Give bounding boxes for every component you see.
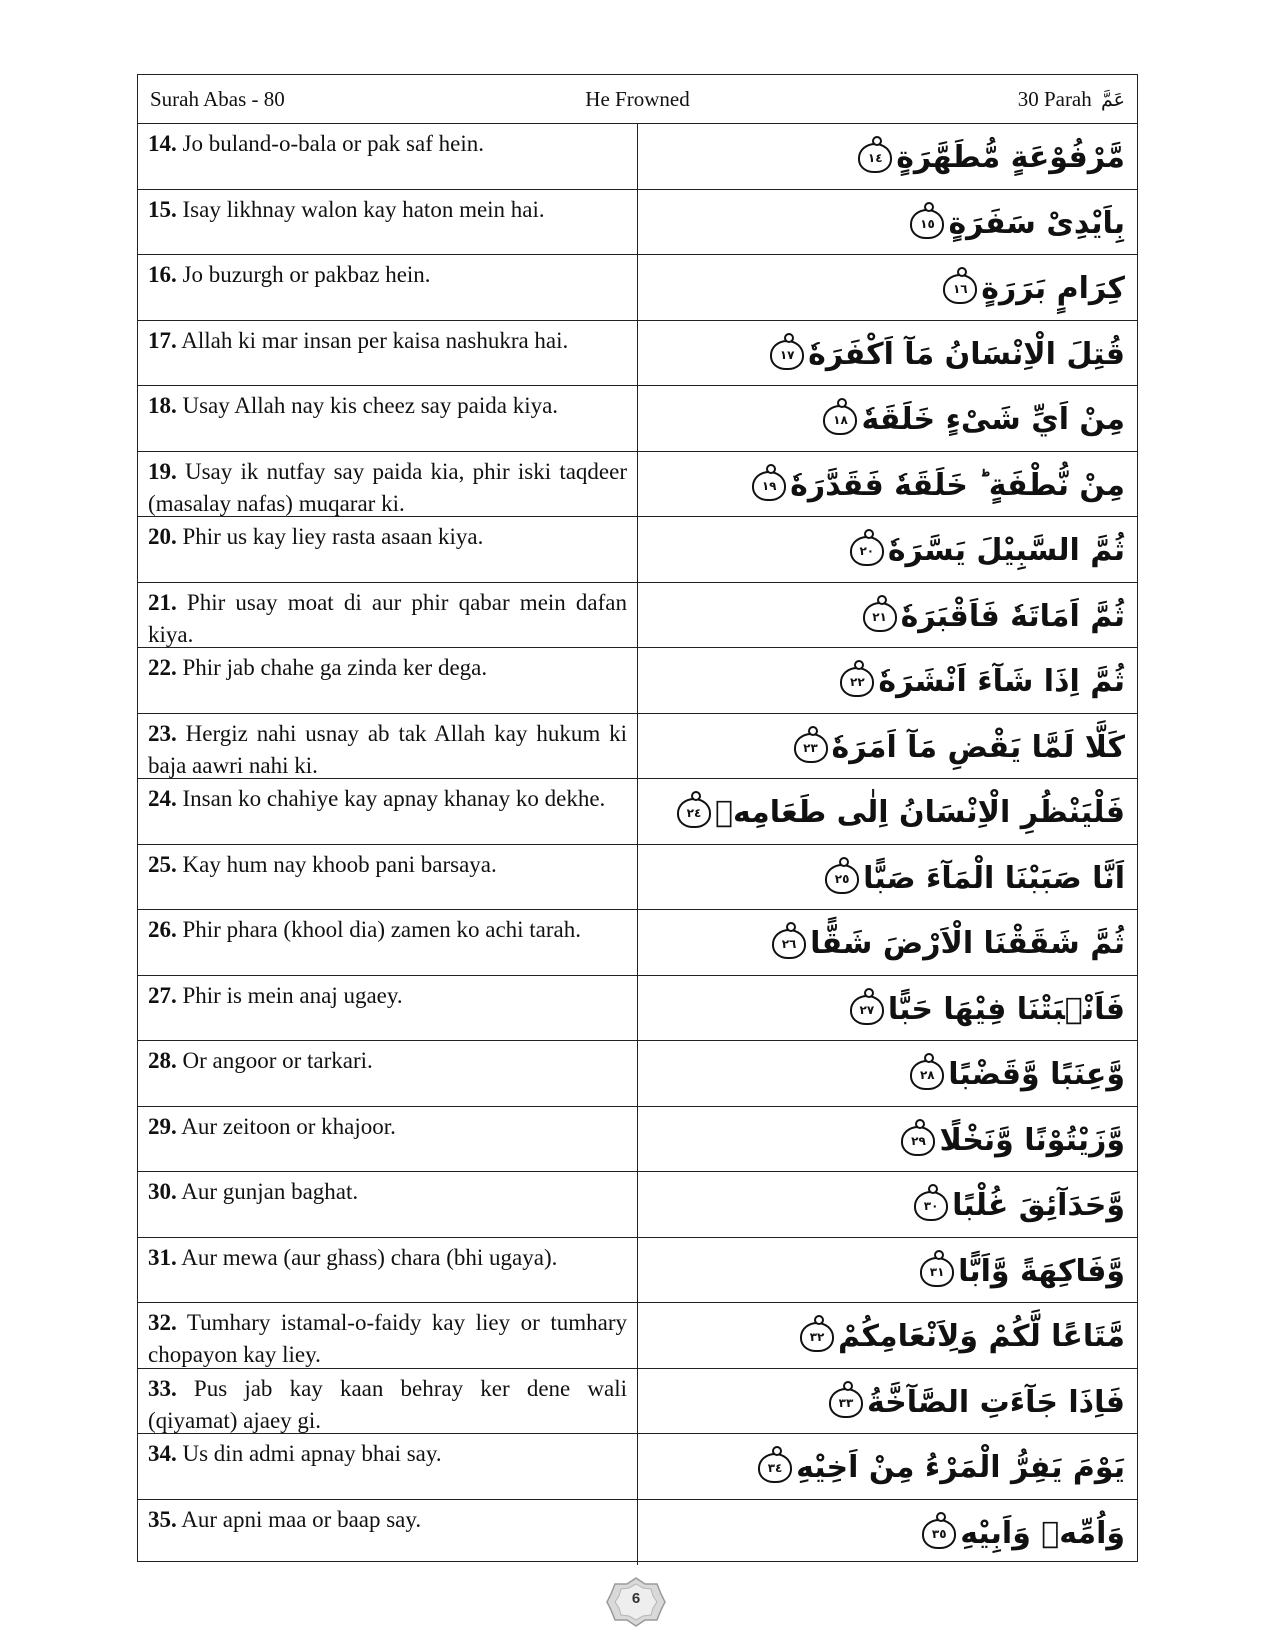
arabic-verse — [752, 466, 1125, 506]
arabic-cell — [638, 517, 1137, 582]
ayah-end-icon: ١٦ — [943, 274, 977, 304]
arabic-cell — [638, 190, 1137, 255]
table-row — [138, 845, 1137, 911]
arabic-verse-text: بِاَيْدِىْ سَفَرَةٍ — [948, 205, 1125, 241]
translation-text: Usay ik nutfay say paida kia, phir iski taqdeer (masalay nafas) muqarar ki. — [148, 458, 628, 516]
parah-text: 30 Parah — [1017, 87, 1092, 111]
translation-cell — [138, 1500, 638, 1566]
ayah-end-icon: ١٤ — [858, 143, 892, 173]
arabic-verse-text: مَّرْفُوْعَةٍ مُّطَهَّرَةٍ — [896, 140, 1125, 175]
verse-number: 19. — [148, 458, 177, 484]
table-row — [138, 321, 1137, 387]
ayah-end-icon: ١٧ — [770, 340, 804, 370]
translation-cell — [138, 190, 638, 255]
translation-text: Usay Allah nay kis cheez say paida kiya. — [182, 393, 559, 418]
page-table — [137, 74, 1138, 1562]
verse-number: 33. — [148, 1375, 177, 1401]
translation-cell — [138, 910, 638, 975]
translation-cell — [138, 1107, 638, 1172]
verse-number: 24. — [148, 786, 177, 811]
table-row — [138, 714, 1137, 780]
ayah-end-icon: ٢٥ — [825, 864, 859, 894]
arabic-cell — [638, 452, 1137, 517]
arabic-verse-text: مِنْ نُّطْفَةٍ ؕ خَلَقَهٗ فَقَدَّرَهٗ — [790, 467, 1125, 503]
table-row — [138, 452, 1137, 518]
table-row — [138, 648, 1137, 714]
verse-number: 28. — [148, 1048, 177, 1073]
arabic-verse — [800, 1317, 1125, 1357]
ayah-end-icon: ١٩ — [752, 471, 786, 501]
arabic-verse — [840, 662, 1125, 702]
ayah-end-icon: ٢٧ — [850, 995, 884, 1025]
arabic-cell — [638, 1303, 1137, 1368]
arabic-verse-text: كَلَّا لَمَّا يَقْضِ مَآ اَمَرَهٗ — [831, 729, 1125, 765]
verse-number: 20. — [148, 524, 177, 549]
translation-cell — [138, 1041, 638, 1106]
arabic-verse-text: فَلْيَنْظُرِ الْاِنْسَانُ اِلٰى طَعَامِهٖ — [714, 795, 1125, 830]
arabic-verse — [825, 859, 1125, 899]
arabic-verse-text: يَوْمَ يَفِرُّ الْمَرْءُ مِنْ اَخِيْهِ — [796, 1450, 1125, 1485]
translation-cell — [138, 779, 638, 844]
arabic-cell — [638, 1500, 1137, 1566]
translation-cell — [138, 452, 638, 517]
table-row — [138, 124, 1137, 190]
arabic-verse — [770, 335, 1125, 375]
arabic-verse-text: فَاَنْۢبَتْنَا فِيْهَا حَبًّا — [887, 991, 1125, 1027]
arabic-verse-text: وَّفَاكِهَةً وَّاَبًّا — [958, 1253, 1125, 1289]
translation-cell — [138, 1369, 638, 1434]
table-row — [138, 1500, 1137, 1566]
arabic-cell — [638, 321, 1137, 386]
arabic-verse-text: ثُمَّ شَقَقْنَا الْاَرْضَ شَقًّا — [810, 926, 1125, 961]
ayah-end-icon: ٣٤ — [758, 1453, 792, 1483]
verse-number: 29. — [148, 1113, 177, 1139]
translation-text: Aur gunjan baghat. — [181, 1179, 359, 1204]
translation-cell — [138, 517, 638, 582]
arabic-verse — [794, 728, 1126, 768]
arabic-verse-text: مِنْ اَيِّ شَىْءٍ خَلَقَهٗ — [861, 402, 1125, 437]
verse-number: 17. — [148, 327, 177, 353]
translation-cell — [138, 1238, 638, 1303]
surah-meaning: He Frowned — [585, 87, 690, 111]
arabic-cell — [638, 255, 1137, 320]
verse-number: 34. — [148, 1441, 177, 1466]
ayah-end-icon: ٣٣ — [829, 1388, 863, 1418]
arabic-cell — [638, 976, 1137, 1041]
translation-text: Aur mewa (aur ghass) chara (bhi ugaya). — [181, 1244, 558, 1270]
arabic-verse — [858, 138, 1125, 178]
translation-cell — [138, 1303, 638, 1368]
table-row — [138, 910, 1137, 976]
arabic-verse-text: وَاُمِّهٖ وَاَبِيْهِ — [960, 1515, 1125, 1551]
translation-text: Isay likhnay walon kay haton mein hai. — [182, 196, 545, 222]
verse-number: 15. — [148, 196, 177, 222]
verse-number: 27. — [148, 982, 177, 1008]
arabic-verse-text: فَاِذَا جَآءَتِ الصَّآخَّةُ — [866, 1384, 1125, 1420]
translation-text: Jo buzurgh or pakbaz hein. — [182, 262, 431, 287]
arabic-verse — [772, 924, 1125, 964]
arabic-cell — [638, 1107, 1137, 1172]
table-row — [138, 386, 1137, 452]
translation-text: Us din admi apnay bhai say. — [182, 1441, 442, 1466]
ayah-end-icon: ٢٤ — [677, 798, 711, 828]
arabic-verse — [850, 531, 1125, 571]
arabic-verse-text: كِرَامٍ بَرَرَةٍ — [981, 271, 1125, 306]
arabic-verse-text: وَّزَيْتُوْنًا وَّنَخْلًا — [939, 1122, 1125, 1158]
translation-text: Insan ko chahiye kay apnay khanay ko dekhe. — [182, 786, 606, 811]
arabic-cell — [638, 845, 1137, 910]
arabic-cell — [638, 386, 1137, 451]
parah-label — [1018, 87, 1125, 112]
arabic-cell — [638, 1369, 1137, 1434]
translation-cell — [138, 386, 638, 451]
arabic-cell — [638, 1172, 1137, 1237]
translation-text: Aur zeitoon or khajoor. — [181, 1113, 396, 1139]
arabic-verse-text: اَنَّا صَبَبْنَا الْمَآءَ صَبًّا — [863, 860, 1125, 896]
arabic-verse — [914, 1186, 1125, 1226]
verse-number: 31. — [148, 1244, 177, 1270]
translation-text: Phir jab chahe ga zinda ker dega. — [182, 655, 488, 680]
ayah-end-icon: ٢٦ — [772, 929, 806, 959]
arabic-cell — [638, 1041, 1137, 1106]
arabic-verse — [829, 1383, 1125, 1423]
arabic-verse-text: وَّعِنَبًا وَّقَضْبًا — [948, 1057, 1125, 1092]
verse-number: 32. — [148, 1310, 177, 1335]
arabic-cell — [638, 648, 1137, 713]
arabic-cell — [638, 1238, 1137, 1303]
table-row — [138, 583, 1137, 649]
table-row — [138, 779, 1137, 845]
arabic-verse-text: قُتِلَ الْاِنْسَانُ مَآ اَكْفَرَهٗ — [808, 336, 1125, 372]
table-row — [138, 1172, 1137, 1238]
verse-number: 16. — [148, 262, 177, 287]
translation-text: Phir is mein anaj ugaey. — [182, 982, 403, 1008]
arabic-cell — [638, 910, 1137, 975]
parah-arabic: عَمَّ — [1101, 89, 1125, 111]
surah-name: Surah Abas - 80 — [150, 87, 285, 111]
translation-text: Allah ki mar insan per kaisa nashukra hai. — [181, 327, 569, 353]
table-row — [138, 1041, 1137, 1107]
translation-cell — [138, 714, 638, 779]
ayah-end-icon: ٢٠ — [850, 536, 884, 566]
arabic-cell — [638, 779, 1137, 844]
arabic-cell — [638, 583, 1137, 648]
translation-text: Phir us kay liey rasta asaan kiya. — [182, 524, 484, 549]
page-header — [138, 75, 1137, 124]
ayah-end-icon: ٢٢ — [840, 667, 874, 697]
arabic-verse — [910, 204, 1125, 244]
arabic-verse — [758, 1448, 1125, 1488]
arabic-verse-text: وَّحَدَآئِقَ غُلْبًا — [952, 1188, 1125, 1223]
arabic-cell — [638, 714, 1137, 779]
translation-cell — [138, 648, 638, 713]
ayah-end-icon: ١٨ — [823, 405, 857, 435]
table-row — [138, 255, 1137, 321]
ayah-end-icon: ٣١ — [920, 1257, 954, 1287]
translation-text: Hergiz nahi usnay ab tak Allah kay hukum ki baja aawri nahi ki. — [148, 720, 628, 778]
arabic-verse-text: ثُمَّ اِذَا شَآءَ اَنْشَرَهٗ — [878, 664, 1125, 699]
verse-number: 26. — [148, 917, 177, 942]
translation-cell — [138, 583, 638, 648]
arabic-verse — [823, 400, 1125, 440]
arabic-verse — [943, 269, 1125, 309]
ayah-end-icon: ٣٠ — [914, 1191, 948, 1221]
translation-text: Kay hum nay khoob pani barsaya. — [182, 851, 497, 877]
verse-rows — [138, 124, 1137, 1565]
page-number-badge — [605, 1576, 667, 1628]
ayah-end-icon: ٢٣ — [794, 733, 828, 763]
verse-number: 30. — [148, 1179, 177, 1204]
ayah-end-icon: ٢٩ — [901, 1126, 935, 1156]
ayah-end-icon: ١٥ — [910, 209, 944, 239]
ayah-end-icon: ٢١ — [863, 602, 897, 632]
arabic-verse — [850, 990, 1125, 1030]
translation-cell — [138, 845, 638, 910]
arabic-verse — [922, 1514, 1125, 1554]
translation-text: Pus jab kay kaan behray ker dene wali (qiyamat) ajaey gi. — [148, 1375, 627, 1433]
verse-number: 23. — [148, 720, 177, 746]
arabic-cell — [638, 124, 1137, 189]
arabic-verse — [677, 793, 1125, 833]
translation-cell — [138, 124, 638, 189]
ayah-end-icon: ٣٥ — [922, 1519, 956, 1549]
table-row — [138, 1238, 1137, 1304]
arabic-verse-text: ثُمَّ اَمَاتَهٗ فَاَقْبَرَهٗ — [900, 598, 1125, 634]
translation-text: Tumhary istamal-o-faidy kay liey or tumhary chopayon kay liey. — [148, 1310, 627, 1367]
arabic-verse-text: ثُمَّ السَّبِيْلَ يَسَّرَهٗ — [887, 533, 1125, 568]
table-row — [138, 517, 1137, 583]
arabic-verse — [910, 1055, 1125, 1095]
arabic-cell — [638, 1434, 1137, 1499]
table-row — [138, 976, 1137, 1042]
verse-number: 25. — [148, 851, 177, 877]
translation-cell — [138, 976, 638, 1041]
table-row — [138, 1369, 1137, 1435]
translation-cell — [138, 255, 638, 320]
table-row — [138, 190, 1137, 256]
arabic-verse — [920, 1252, 1125, 1292]
translation-text: Jo buland-o-bala or pak saf hein. — [182, 131, 484, 156]
verse-number: 35. — [148, 1506, 177, 1532]
translation-text: Phir usay moat di aur phir qabar mein dafan kiya. — [148, 589, 628, 647]
translation-cell — [138, 321, 638, 386]
arabic-verse — [863, 597, 1125, 637]
verse-number: 21. — [148, 589, 177, 615]
ayah-end-icon: ٢٨ — [910, 1060, 944, 1090]
table-row — [138, 1434, 1137, 1500]
verse-number: 18. — [148, 393, 177, 418]
translation-text: Or angoor or tarkari. — [182, 1048, 373, 1073]
translation-cell — [138, 1434, 638, 1499]
table-row — [138, 1107, 1137, 1173]
verse-number: 14. — [148, 131, 177, 156]
arabic-verse-text: مَّتَاعًا لَّكُمْ وَلِاَنْعَامِكُمْ — [838, 1319, 1125, 1354]
verse-number: 22. — [148, 655, 177, 680]
translation-cell — [138, 1172, 638, 1237]
translation-text: Aur apni maa or baap say. — [181, 1506, 422, 1532]
page-number: 6 — [631, 1590, 641, 1607]
table-row — [138, 1303, 1137, 1369]
ayah-end-icon: ٣٢ — [800, 1322, 834, 1352]
translation-text: Phir phara (khool dia) zamen ko achi tarah. — [182, 917, 582, 942]
arabic-verse — [901, 1121, 1125, 1161]
